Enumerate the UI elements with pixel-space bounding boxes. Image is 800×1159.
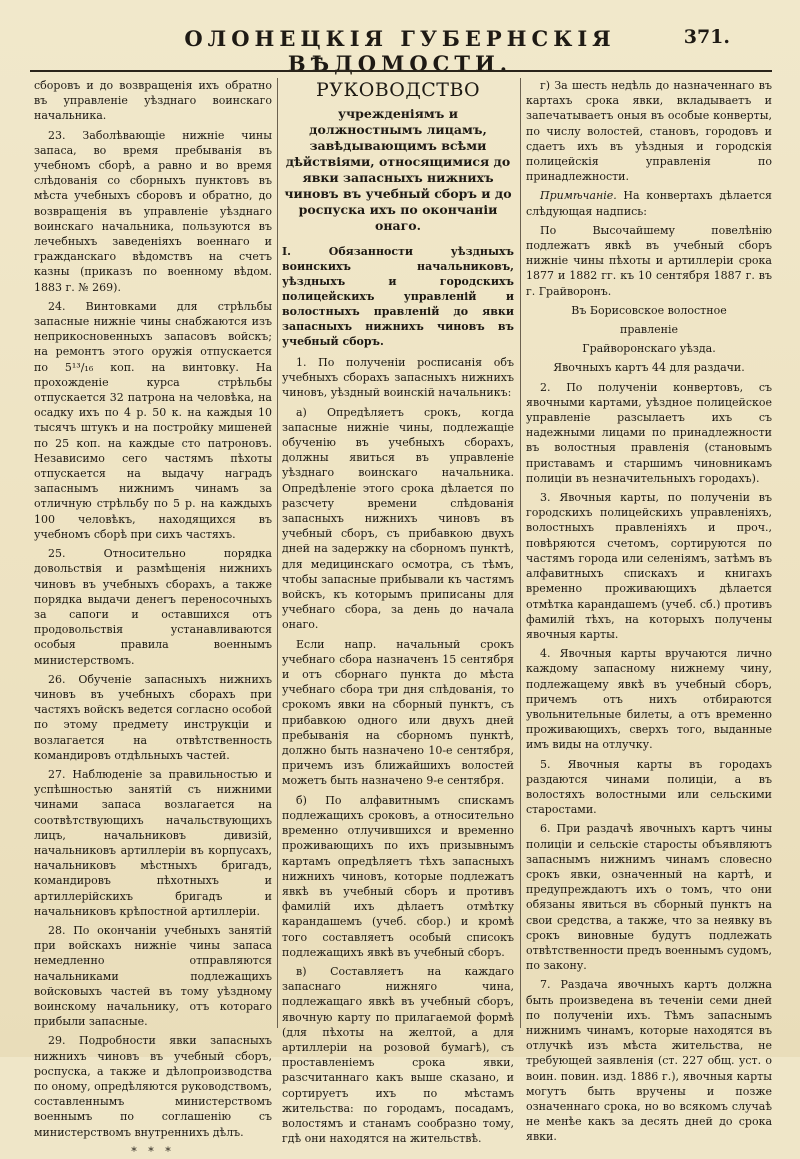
paragraph: 25. Относительно порядка довольствія и размѣщенія нижнихъ чиновъ въ учебныхъ сборахъ, а также порядка выдачи денегъ переносочныхъ за сапоги и оставшихся отъ продовольствія устанавливаются особыя правила военнымъ министерствомъ. [34,547,272,667]
section-heading: I. Обязанности уѣздныхъ воинскихъ начальниковъ, уѣздныхъ и городскихъ полицейскихъ управленій и волостныхъ правленій до явки запасныхъ нижнихъ чиновъ въ учебный сборъ. [282,245,514,348]
paragraph: 24. Винтовками для стрѣльбы запасные нижніе чины снабжаются изъ неприкосновенныхъ запасовъ войскъ; на ремонтъ этого оружія отпускается по 5¹³/₁₆ коп. на винтовку. На прохожденіе курса стрѣльбы отпускается 32 патрона на человѣка, на осадку ихъ по 4 р. 50 к. на каждыя 10 тысячъ штукъ и на постройку мишеней по 25 коп. на каждые сто патроновъ. Независимо сего частямъ пѣхоты отпускается на выдачу наградъ запаснымъ нижнимъ чинамъ за отличную стрѣльбу по 5 р. на каждыхъ 100 человѣкъ, находящихся въ учебномъ сборѣ при сихъ частяхъ. [34,299,272,541]
paragraph: 5. Явочныя карты въ городахъ раздаются чинами полиціи, а въ волостяхъ волостными или сельскими старостами. [526,757,772,817]
note [526,188,772,218]
header-rule [30,70,772,72]
paragraph: сборовъ и до возвращенія ихъ обратно въ управленіе уѣзднаго воинскаго начальника. [34,79,272,123]
paragraph: а) Опредѣляетъ срокъ, когда запасные нижніе чины, подлежащіе обученію въ учебныхъ сборахъ, должны явиться въ управленіе уѣзднаго воинскаго начальника. Опредѣленіе этого срока дѣлается по разсчету времени слѣдованія запасныхъ нижнихъ чиновъ въ учебный сборъ, съ прибавкою двухъ дней на задержку на сборномъ пунктѣ, для медицинскаго осмотра, съ тѣмъ, чтобы запасные прибывали къ частямъ войскъ, къ которымъ приписаны для учебнаго сбора, за день до начала онаго. [282,405,514,632]
column-divider [277,78,278,1028]
paragraph: Если напр. начальный срокъ учебнаго сбора назначенъ 15 сентября и отъ сборнаго пункта до мѣста учебнаго сбора три дня слѣдованія, то срокомъ явки на сборный пунктъ, съ прибавкою одного или двухъ дней пребыванія на сборномъ пунктѣ, должно быть назначено 10-е сентября, причемъ изъ ближайшихъ волостей можетъ быть назначено 9-е сентября. [282,637,514,788]
paragraph: 29. Подробности явки запасныхъ нижнихъ чиновъ въ учебный сборъ, роспуска, а также и дѣлопроизводства по оному, опредѣляются руководствомъ, составленнымъ министерствомъ военнымъ по соглашенію съ министерствомъ внутреннихъ дѣлъ. [34,1034,272,1139]
right-column [526,78,772,1144]
paragraph: г) За шесть недѣль до назначеннаго въ картахъ срока явки, вкладываетъ и запечатываетъ оныя въ особые конверты, по числу волостей, становъ, городовъ и сдаетъ ихъ въ уѣздныя и городскія полицейскія управленія по принадлежности. [526,79,772,184]
page-number: 371. [683,26,730,48]
paragraph: 4. Явочныя карты вручаются лично каждому запасному нижнему чину, подлежащему явкѣ въ учебный сборъ, причемъ отъ нихъ отбираются увольнительные билеты, а отъ временно проживающихъ, сверхъ того, выданные имъ виды на отлучку. [526,647,772,752]
paragraph: 23. Заболѣвающіе нижніе чины запаса, во время пребыванія въ учебномъ сборѣ, а равно и во время слѣдованія со сборныхъ пунктовъ въ мѣста учебныхъ сборовъ и обратно, до возвращенія въ управленіе уѣзднаго воинскаго начальника, пользуются въ лечебныхъ заведеніяхъ военнаго и гражданскаго вѣдомствъ на счетъ казны (приказъ по военному вѣдом. 1883 г. № 269). [34,128,272,294]
column-divider [520,78,521,1028]
article-title: РУКОВОДСТВО [315,79,481,101]
paragraph: б) По алфавитнымъ спискамъ подлежащихъ сроковъ, а относительно временно отлучившихся и временно проживающихъ по ихъ призывнымъ картамъ опредѣляетъ тѣхъ запасныхъ нижнихъ чиновъ, которые подлежатъ явкѣ въ учебный сборъ и противъ фамилій ихъ дѣлаетъ отмѣтку карандашемъ (учеб. сбор.) и кромѣ того составляетъ особый списокъ подлежащихъ явкѣ въ учебный сборъ. [282,793,514,959]
paragraph: 6. При раздачѣ явочныхъ картъ чины полиціи и сельскіе старосты объявляютъ запаснымъ нижнимъ чинамъ словесно срокъ явки, означенный на картѣ, и предупреждаютъ ихъ о томъ, что они обязаны явиться въ сборный пунктъ на свои средства, а также, что за неявку въ срокъ виновные будутъ подлежать отвѣтственности предъ военнымъ судомъ, по закону. [526,822,772,973]
page-header [0,22,800,76]
paragraph: 27. Наблюденіе за правильностью и успѣшностью занятій съ нижними чинами запаса возлагается на соотвѣтствующихъ начальствующихъ лицъ, начальниковъ дивизій, начальниковъ артиллеріи въ корпусахъ, начальниковъ мѣстныхъ бригадъ, командировъ пѣхотныхъ и артиллерійскихъ бригадъ и начальниковъ крѣпостной артиллеріи. [34,767,272,918]
note-label: Примѣчаніе. [540,189,617,203]
envelope-notice: По Высочайшему повелѣнію подлежатъ явкѣ въ учебный сборъ нижніе чины пѣхоты и артиллеріи срока 1877 и 1882 гг. къ 10 сентября 1887 г. въ г. Грайворонъ. [526,223,772,298]
middle-column [282,78,514,1146]
left-column [34,78,272,1158]
paragraph: 28. По окончаніи учебныхъ занятій при войскахъ нижніе чины запаса немедленно отправляются начальниками подлежащихъ войсковыхъ частей въ тому уѣздному воинскому начальнику, отъ котораго прибыли запасные. [34,923,272,1029]
note-text: На конвертахъ дѣлается слѣдующая надпись: [526,189,772,218]
paragraph: 1. По полученіи росписанія объ учебныхъ сборахъ запасныхъ нижнихъ чиновъ, уѣздный воинскій начальникъ: [282,356,514,400]
section-stars: * * * [131,1144,175,1158]
article-subtitle: учрежденіямъ и должностнымъ лицамъ, завѣдывающимъ всѣми дѣйствіями, относящимися до явки запасныхъ нижнихъ чиновъ въ учебный сборъ и до роспуска ихъ по окончаніи онаго. [284,106,512,233]
masthead: ОЛОНЕЦКІЯ ГУБЕРНСКІЯ ВѢДОМОСТИ. [184,26,616,76]
paragraph: 7. Раздача явочныхъ картъ должна быть произведена въ теченіи семи дней по полученіи ихъ. Тѣмъ запаснымъ нижнимъ чинамъ, которые находятся въ отлучкѣ изъ мѣста жительства, не требующей заявленія (ст. 227 общ. уст. о воин. повин. изд. 1886 г.), явочныя карты могутъ быть вручены и позже означеннаго срока, но во всякомъ случаѣ не менѣе какъ за десять дней до срока явки. [526,978,772,1144]
paragraph: 26. Обученіе запасныхъ нижнихъ чиновъ въ учебныхъ сборахъ при частяхъ войскъ ведется согласно особой по этому предмету инструкціи и возлагается на отвѣтственность командировъ отдѣльныхъ частей. [34,672,272,762]
paragraph: в) Составляетъ на каждаго запаснаго нижняго чина, подлежащаго явкѣ въ учебный сборъ, явочную карту по прилагаемой формѣ (для пѣхоты на желтой, а для артиллеріи на розовой бумагѣ), съ проставленіемъ срока явки, разсчитаннаго какъ выше сказано, и сортируетъ ихъ по мѣстамъ жительства: по городамъ, посадамъ, волостямъ и станамъ сообразно тому, гдѣ они находятся на жительствѣ. [282,964,514,1146]
envelope-address-line: правленіе [620,323,678,337]
envelope-address-line: Въ Борисовское волостное [571,303,727,317]
cards-count: Явочныхъ картъ 44 для раздачи. [553,361,745,375]
paragraph: 3. Явочныя карты, по полученіи въ городскихъ полицейскихъ управленіяхъ, волостныхъ правленіяхъ и проч., повѣряются счетомъ, сортируются по частямъ города или селеніямъ, затѣмъ въ алфавитныхъ спискахъ и книгахъ временно проживающихъ дѣлается отмѣтка карандашемъ (учеб. сб.) противъ фамилій тѣхъ, на которыхъ получены явочныя карты. [526,491,772,641]
envelope-address-line: Грайворонскаго уѣзда. [582,342,716,356]
paragraph: 2. По полученіи конвертовъ, съ явочными картами, уѣздное полицейское управленіе разсылаетъ ихъ съ надежными лицами по принадлежности въ волостныя правленія (становымъ приставамъ и старшимъ чиновникамъ полиціи въ незначительныхъ городахъ). [526,380,772,485]
